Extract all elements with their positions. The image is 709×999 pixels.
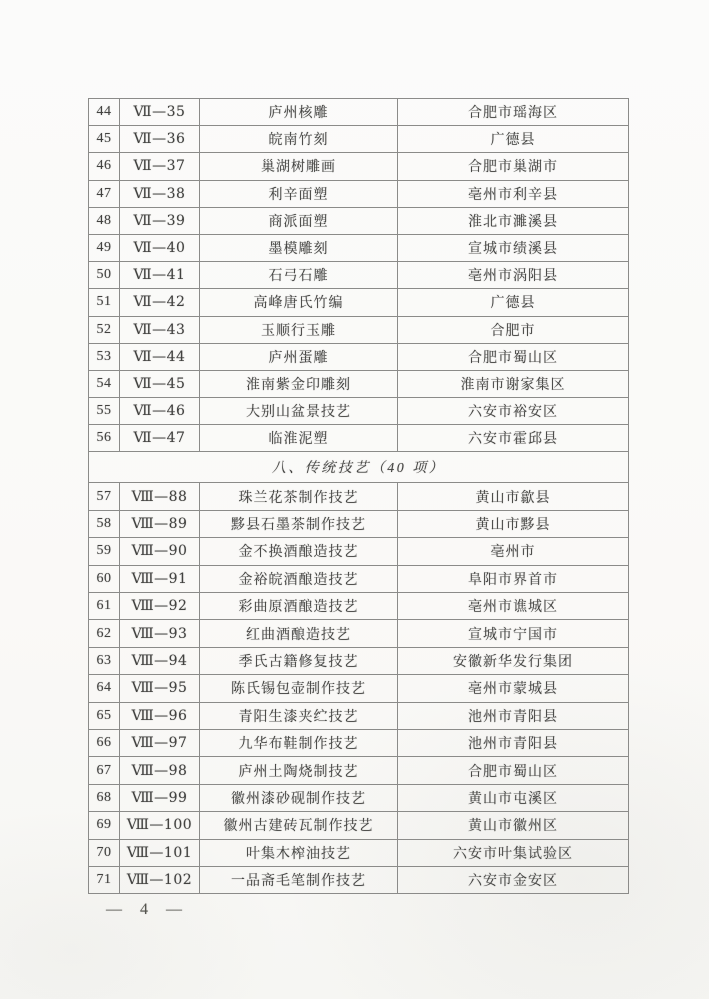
cell-project-name: 陈氏锡包壶制作技艺 (200, 675, 398, 702)
cell-serial-number: 69 (89, 812, 120, 839)
cell-project-name: 金裕皖酒酿造技艺 (200, 565, 398, 592)
cell-project-name: 石弓石雕 (200, 262, 398, 289)
table-row (89, 343, 629, 370)
cell-project-name: 青阳生漆夹纻技艺 (200, 702, 398, 729)
cell-item-code: Ⅶ—44 (120, 343, 200, 370)
cell-region: 合肥市巢湖市 (398, 153, 629, 180)
cell-serial-number: 47 (89, 180, 120, 207)
cell-serial-number: 59 (89, 538, 120, 565)
cell-serial-number: 70 (89, 839, 120, 866)
cell-project-name: 庐州蛋雕 (200, 343, 398, 370)
cell-region: 合肥市 (398, 316, 629, 343)
cell-region: 广德县 (398, 126, 629, 153)
table-row (89, 647, 629, 674)
cell-serial-number: 52 (89, 316, 120, 343)
cell-item-code: Ⅶ—38 (120, 180, 200, 207)
cell-serial-number: 62 (89, 620, 120, 647)
cell-item-code: Ⅷ—100 (120, 812, 200, 839)
cell-item-code: Ⅶ—47 (120, 425, 200, 452)
table-row (89, 729, 629, 756)
cell-region: 亳州市蒙城县 (398, 675, 629, 702)
cell-project-name: 高峰唐氏竹编 (200, 289, 398, 316)
cell-serial-number: 49 (89, 234, 120, 261)
cell-project-name: 淮南紫金印雕刻 (200, 370, 398, 397)
cell-project-name: 彩曲原酒酿造技艺 (200, 593, 398, 620)
cell-serial-number: 51 (89, 289, 120, 316)
cell-project-name: 玉顺行玉雕 (200, 316, 398, 343)
cell-item-code: Ⅷ—90 (120, 538, 200, 565)
table-row (89, 593, 629, 620)
cell-serial-number: 45 (89, 126, 120, 153)
cell-region: 淮南市谢家集区 (398, 370, 629, 397)
cell-region: 黄山市黟县 (398, 510, 629, 537)
cell-serial-number: 55 (89, 398, 120, 425)
cell-project-name: 金不换酒酿造技艺 (200, 538, 398, 565)
cell-serial-number: 44 (89, 99, 120, 126)
table-row (89, 483, 629, 510)
cell-project-name: 利辛面塑 (200, 180, 398, 207)
table-row (89, 784, 629, 811)
cell-serial-number: 57 (89, 483, 120, 510)
cell-region: 宣城市宁国市 (398, 620, 629, 647)
cell-project-name: 商派面塑 (200, 207, 398, 234)
table-row (89, 866, 629, 893)
table-row (89, 126, 629, 153)
cell-region: 六安市裕安区 (398, 398, 629, 425)
cell-region: 阜阳市界首市 (398, 565, 629, 592)
table-row (89, 234, 629, 261)
cell-region: 亳州市谯城区 (398, 593, 629, 620)
table-row (89, 262, 629, 289)
table-row (89, 675, 629, 702)
cell-serial-number: 61 (89, 593, 120, 620)
cell-region: 亳州市涡阳县 (398, 262, 629, 289)
table-row (89, 510, 629, 537)
cell-serial-number: 67 (89, 757, 120, 784)
cell-item-code: Ⅶ—42 (120, 289, 200, 316)
table-row (89, 99, 629, 126)
table-row (89, 757, 629, 784)
table-row (89, 425, 629, 452)
cell-serial-number: 66 (89, 729, 120, 756)
cell-project-name: 叶集木榨油技艺 (200, 839, 398, 866)
cell-project-name: 红曲酒酿造技艺 (200, 620, 398, 647)
cell-serial-number: 50 (89, 262, 120, 289)
cell-project-name: 墨模雕刻 (200, 234, 398, 261)
cell-project-name: 徽州古建砖瓦制作技艺 (200, 812, 398, 839)
cell-item-code: Ⅷ—101 (120, 839, 200, 866)
table-row (89, 812, 629, 839)
cell-region: 亳州市利辛县 (398, 180, 629, 207)
cell-serial-number: 56 (89, 425, 120, 452)
cell-project-name: 庐州土陶烧制技艺 (200, 757, 398, 784)
table-row (89, 702, 629, 729)
cell-region: 广德县 (398, 289, 629, 316)
table-row (89, 370, 629, 397)
cell-region: 合肥市瑶海区 (398, 99, 629, 126)
cell-region: 六安市金安区 (398, 866, 629, 893)
cell-item-code: Ⅷ—93 (120, 620, 200, 647)
cell-project-name: 巢湖树雕画 (200, 153, 398, 180)
table-row (89, 620, 629, 647)
cell-region: 黄山市歙县 (398, 483, 629, 510)
cell-item-code: Ⅷ—94 (120, 647, 200, 674)
cell-item-code: Ⅷ—99 (120, 784, 200, 811)
cell-item-code: Ⅷ—95 (120, 675, 200, 702)
cell-item-code: Ⅶ—40 (120, 234, 200, 261)
cell-region: 安徽新华发行集团 (398, 647, 629, 674)
cell-region: 合肥市蜀山区 (398, 757, 629, 784)
cell-region: 淮北市濉溪县 (398, 207, 629, 234)
cell-serial-number: 48 (89, 207, 120, 234)
cell-serial-number: 63 (89, 647, 120, 674)
cell-region: 池州市青阳县 (398, 702, 629, 729)
cell-project-name: 一品斋毛笔制作技艺 (200, 866, 398, 893)
cell-item-code: Ⅷ—97 (120, 729, 200, 756)
cell-region: 黄山市屯溪区 (398, 784, 629, 811)
cell-project-name: 徽州漆砂砚制作技艺 (200, 784, 398, 811)
table-row (89, 538, 629, 565)
cell-project-name: 珠兰花茶制作技艺 (200, 483, 398, 510)
cell-region: 亳州市 (398, 538, 629, 565)
table-row (89, 316, 629, 343)
cell-item-code: Ⅷ—102 (120, 866, 200, 893)
section-header: 八、传统技艺（40 项） (89, 452, 629, 483)
cell-region: 黄山市徽州区 (398, 812, 629, 839)
cell-item-code: Ⅶ—35 (120, 99, 200, 126)
cell-region: 六安市叶集试验区 (398, 839, 629, 866)
table-row (89, 565, 629, 592)
cell-serial-number: 58 (89, 510, 120, 537)
cell-serial-number: 53 (89, 343, 120, 370)
table-row (89, 207, 629, 234)
cell-project-name: 黟县石墨茶制作技艺 (200, 510, 398, 537)
cell-serial-number: 64 (89, 675, 120, 702)
cell-item-code: Ⅶ—36 (120, 126, 200, 153)
table-row (89, 153, 629, 180)
cell-project-name: 大别山盆景技艺 (200, 398, 398, 425)
table-row (89, 398, 629, 425)
table-row (89, 289, 629, 316)
cell-region: 合肥市蜀山区 (398, 343, 629, 370)
cell-item-code: Ⅶ—39 (120, 207, 200, 234)
cell-item-code: Ⅶ—45 (120, 370, 200, 397)
cell-serial-number: 60 (89, 565, 120, 592)
cell-item-code: Ⅶ—41 (120, 262, 200, 289)
cell-item-code: Ⅷ—91 (120, 565, 200, 592)
table-row (89, 180, 629, 207)
cell-serial-number: 54 (89, 370, 120, 397)
cell-item-code: Ⅷ—88 (120, 483, 200, 510)
cell-item-code: Ⅶ—37 (120, 153, 200, 180)
cell-project-name: 皖南竹刻 (200, 126, 398, 153)
cell-item-code: Ⅷ—98 (120, 757, 200, 784)
cell-item-code: Ⅷ—96 (120, 702, 200, 729)
page-number: — 4 — (106, 901, 186, 918)
cell-region: 六安市霍邱县 (398, 425, 629, 452)
cell-serial-number: 68 (89, 784, 120, 811)
cell-project-name: 庐州核雕 (200, 99, 398, 126)
table-row (89, 839, 629, 866)
cell-serial-number: 71 (89, 866, 120, 893)
cell-project-name: 九华布鞋制作技艺 (200, 729, 398, 756)
cell-region: 宣城市绩溪县 (398, 234, 629, 261)
cell-project-name: 临淮泥塑 (200, 425, 398, 452)
cell-item-code: Ⅷ—92 (120, 593, 200, 620)
cell-serial-number: 46 (89, 153, 120, 180)
cell-serial-number: 65 (89, 702, 120, 729)
section-header-row (89, 452, 629, 483)
cell-item-code: Ⅶ—43 (120, 316, 200, 343)
cell-item-code: Ⅷ—89 (120, 510, 200, 537)
heritage-list-table (88, 98, 629, 894)
cell-project-name: 季氏古籍修复技艺 (200, 647, 398, 674)
cell-item-code: Ⅶ—46 (120, 398, 200, 425)
cell-region: 池州市青阳县 (398, 729, 629, 756)
